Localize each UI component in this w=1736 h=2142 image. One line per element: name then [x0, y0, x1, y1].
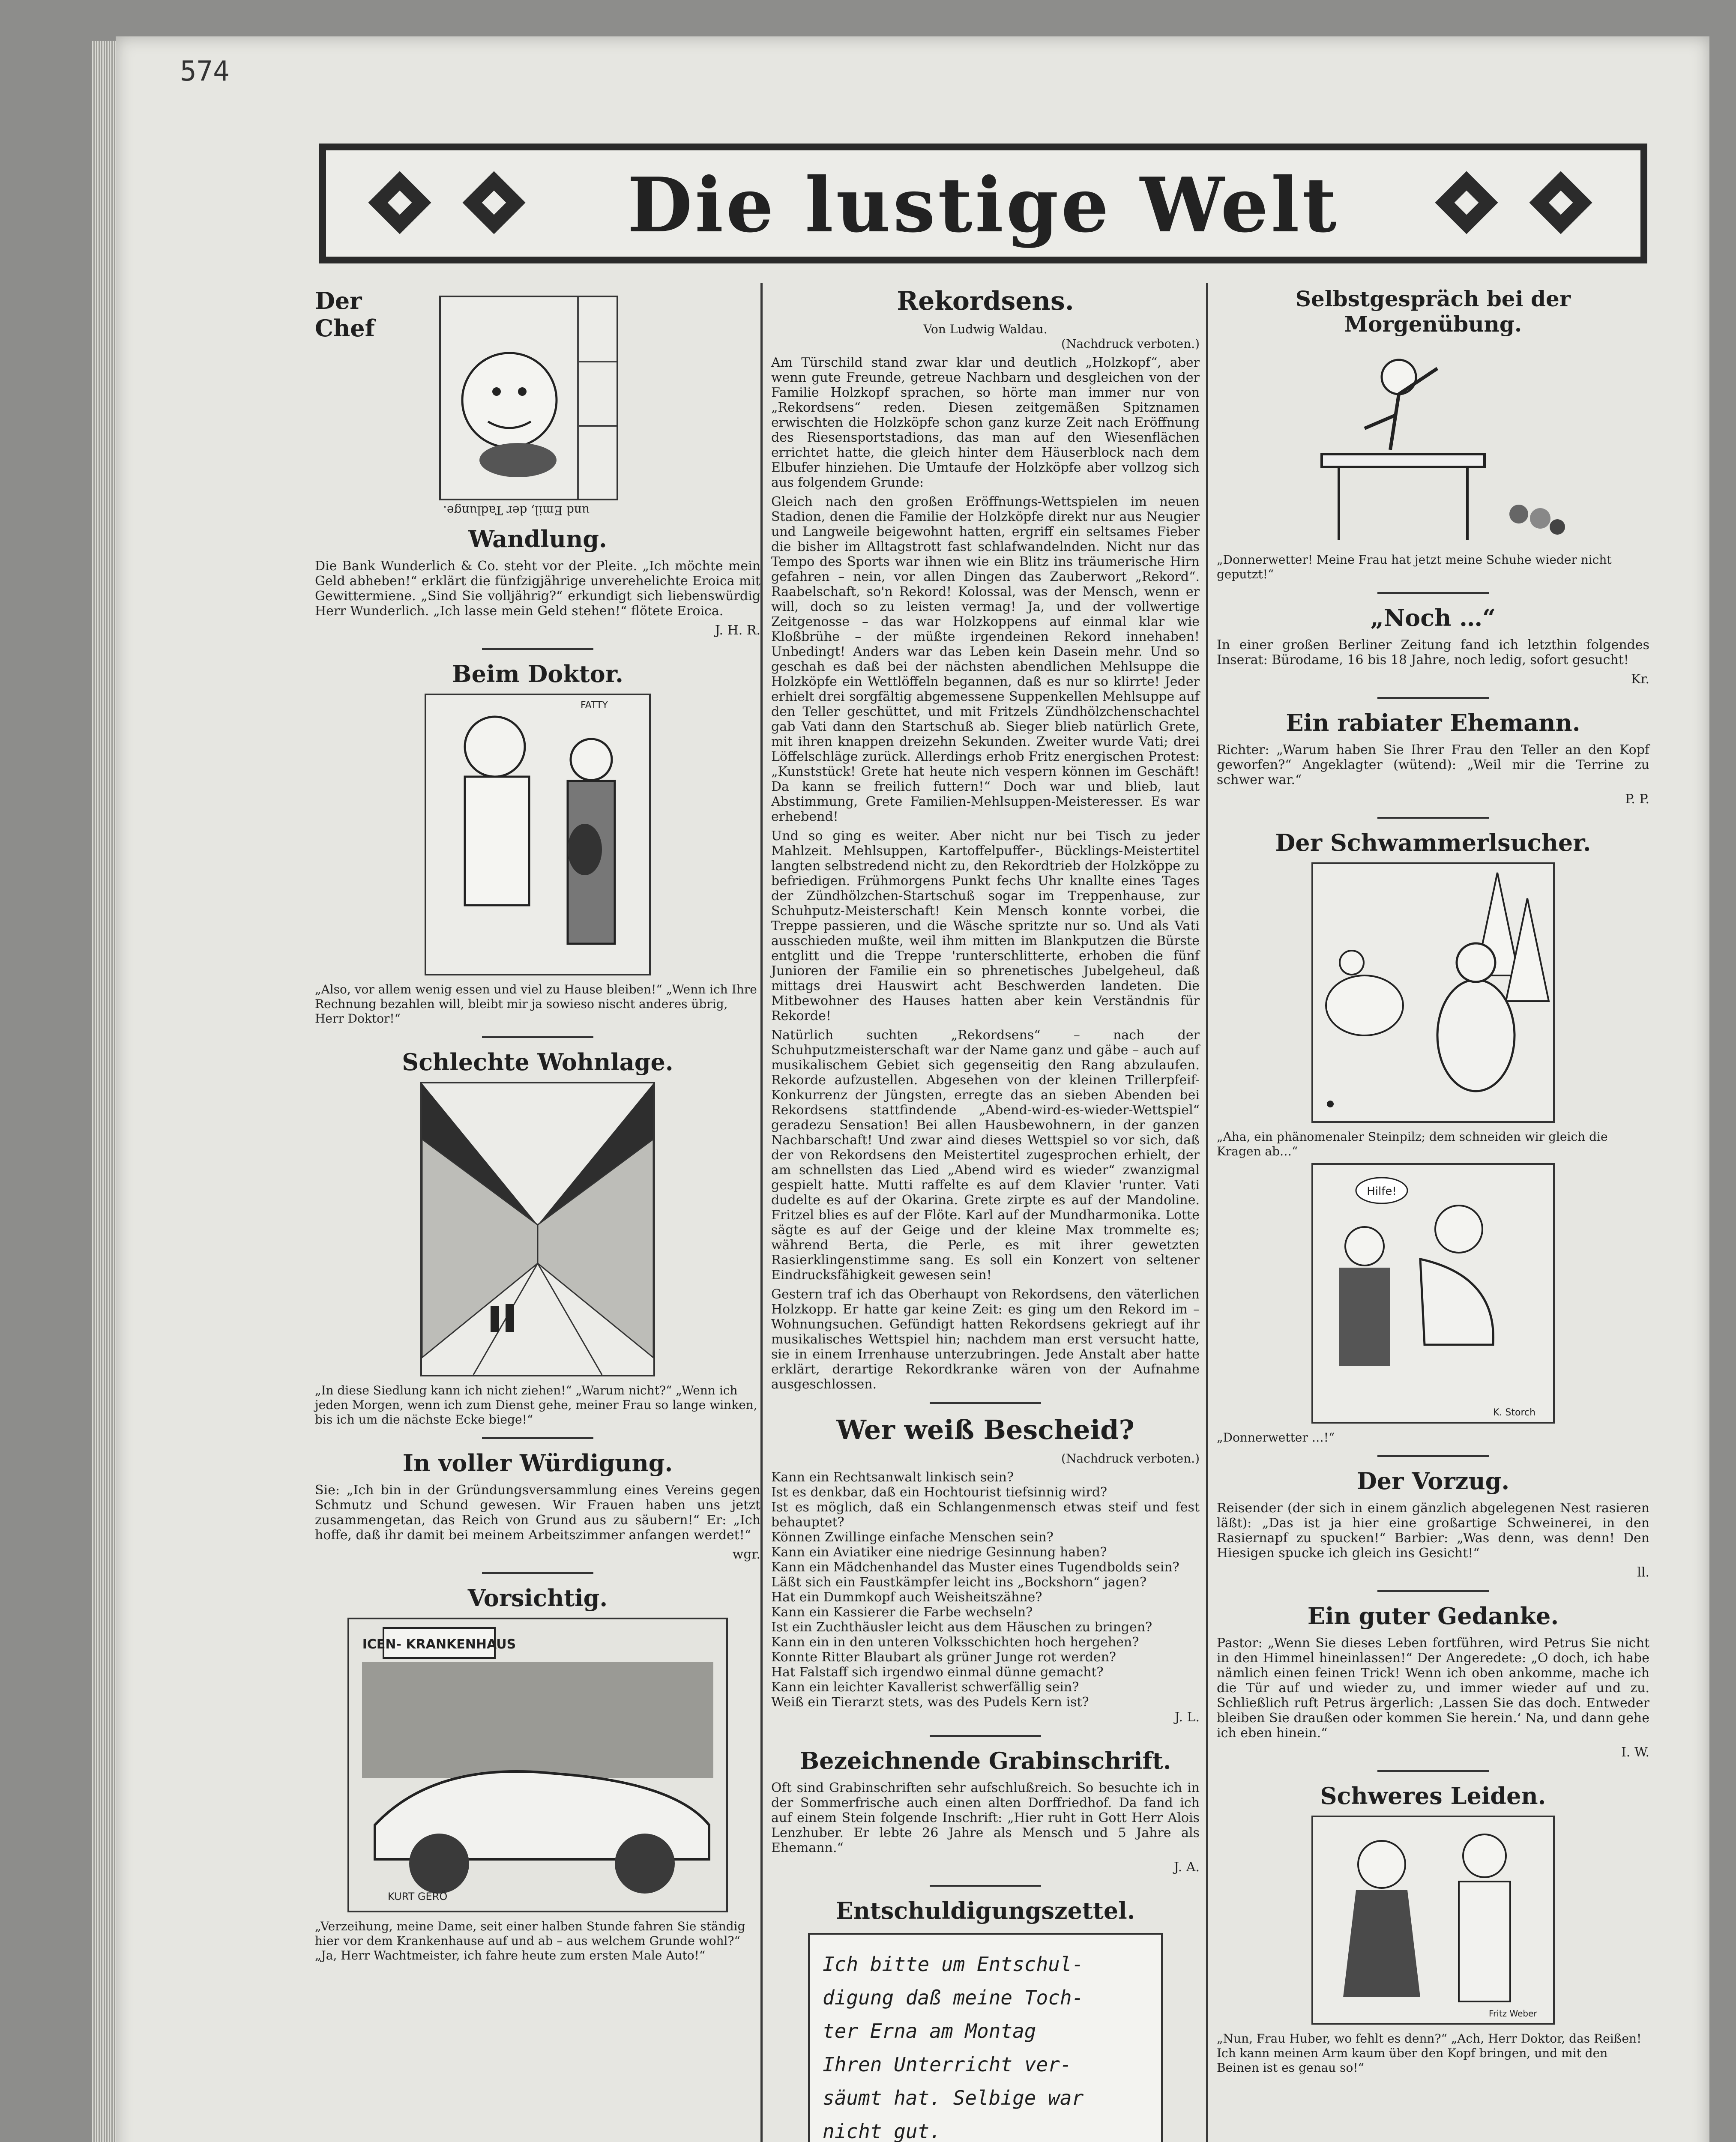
article-text: Oft sind Grabinschriften sehr aufschlußreich. So besuchte ich in der Sommerfrische auch einen alten Dorffriedhof. Da fand ich auf einem Stein folgende Inschrift: „Hier ruht in Gott Herr Alois Lenzhuber. Er lebte 26 Jahre als Mensch und 5 Jahre als Ehemann.“: [771, 1780, 1200, 1855]
note-line: Ihren Unterricht ver-: [823, 2053, 1072, 2076]
article-title: Der Chef: [315, 287, 375, 342]
masthead-banner: [319, 144, 1647, 263]
cartoon-chef: [439, 296, 618, 500]
article-text: Die Bank Wunderlich & Co. steht vor der Pleite. „Ich möchte mein Geld abheben!“ erklärt die fünfzigjährige unverehelichte Eroica mit Gewittermiene. „Sind Sie volljährig?“ erkundigt sich liebenswürdig Herr Wunderlich. „Ich lasse mein Geld stehen!“ flötete Eroica.: [315, 559, 760, 619]
cartoon-caption-upside-down: und Emil, der Tadlunge.: [443, 503, 590, 518]
cartoon-caption: „In diese Siedlung kann ich nicht ziehen!“ „Warum nicht?“ „Wenn ich jeden Morgen, wenn ich zum Dienst gehe, meiner Frau so lange winken, bis ich um die nächste Ecke biege!“: [315, 1383, 757, 1427]
section-divider: [1377, 817, 1489, 819]
section-divider: [1377, 1590, 1489, 1592]
cartoon-morgenuebung: [1296, 343, 1570, 548]
article-text: Richter: „Warum haben Sie Ihrer Frau den Teller an den Kopf geworfen?“ Angeklagter (wütend): „Weil mir die Terrine zu schwer war.“: [1217, 742, 1649, 787]
der-chef-section: [315, 278, 760, 500]
article-title: Rekordsens.: [897, 286, 1074, 316]
article-author: I. W.: [1621, 1745, 1649, 1760]
note-line: digung daß meine Toch-: [823, 1986, 1084, 2009]
section-divider: [482, 1572, 593, 1574]
question-line: Kann ein Rechtsanwalt linkisch sein?: [771, 1470, 1014, 1485]
cartoon-schwammerlsucher: [1311, 862, 1555, 1123]
article-author: wgr.: [732, 1547, 760, 1562]
note-line: ter Erna am Montag: [823, 2019, 1036, 2043]
question-list: [771, 1470, 1200, 1710]
cartoon-artist-signature: Fritz Weber: [1489, 2008, 1537, 2019]
cartoon-caption: „Also, vor allem wenig essen und viel zu Hause bleiben!“ „Wenn ich Ihre Rechnung bezahlen will, bleibt mir ja sowieso nischt anderes übrig, Herr Doktor!“: [315, 982, 757, 1026]
article-title: In voller Würdigung.: [402, 1449, 673, 1477]
cartoon-donnerwetter: [1311, 1163, 1555, 1424]
section-divider: [1377, 1455, 1489, 1457]
question-line: Läßt sich ein Faustkämpfer leicht ins „Bockshorn“ jagen?: [771, 1575, 1147, 1590]
section-divider: [930, 1735, 1041, 1737]
note-line: Ich bitte um Entschul-: [823, 1953, 1084, 1976]
cartoon-sign-text: ICEN- KRANKENHAUS: [362, 1637, 516, 1652]
article-title: Entschuldigungszettel.: [835, 1897, 1135, 1924]
article-title: Der Schwammerlsucher.: [1275, 829, 1591, 856]
article-title: Ein guter Gedanke.: [1307, 1602, 1559, 1630]
article-title: Schweres Leiden.: [1320, 1782, 1546, 1810]
note-line: nicht gut.: [823, 2120, 941, 2142]
copyright-note: (Nachdruck verboten.): [1061, 1451, 1200, 1466]
book-page-edge: [92, 41, 118, 2142]
question-line: Kann ein Mädchenhandel das Muster eines Tugendbolds sein?: [771, 1560, 1179, 1575]
section-divider: [930, 1885, 1041, 1887]
section-divider: [482, 1437, 593, 1439]
question-line: Hat Falstaff sich irgendwo einmal dünne gemacht?: [771, 1665, 1104, 1680]
column-middle: [771, 278, 1200, 2142]
cartoon-artist-signature: K. Storch: [1493, 1407, 1536, 1418]
article-text: In einer großen Berliner Zeitung fand ich letzthin folgendes Inserat: Bürodame, 16 bis 18 Jahre, noch ledig, sofort gesucht!: [1217, 637, 1649, 667]
article-title: Der Vorzug.: [1356, 1467, 1510, 1495]
article-title: Vorsichtig.: [467, 1584, 608, 1612]
cartoon-wohnlage: [420, 1082, 655, 1376]
cartoon-schweres-leiden: [1311, 1816, 1555, 2025]
section-divider: [1377, 697, 1489, 699]
article-title: Schlechte Wohnlage.: [402, 1048, 673, 1076]
cartoon-caption: „Verzeihung, meine Dame, seit einer halben Stunde fahren Sie ständig hier vor dem Krankenhause auf und ab – aus welchem Grunde wohl?“ „Ja, Herr Wachtmeister, ich fahre heute zum ersten Male Auto!“: [315, 1919, 745, 1963]
page-number: 574: [180, 56, 230, 87]
cartoon-caption: „Donnerwetter! Meine Frau hat jetzt meine Schuhe wieder nicht geputzt!“: [1217, 553, 1612, 581]
cartoon-caption: „Aha, ein phänomenaler Steinpilz; dem schneiden wir gleich die Kragen ab…“: [1217, 1130, 1608, 1158]
question-line: Kann ein leichter Kavallerist schwerfällig sein?: [771, 1680, 1079, 1695]
article-title: Wandlung.: [468, 525, 607, 553]
section-divider: [1377, 592, 1489, 594]
article-byline: Von Ludwig Waldau.: [923, 322, 1048, 336]
cartoon-caption: „Nun, Frau Huber, wo fehlt es denn?“ „Ach, Herr Doktor, das Reißen! Ich kann meinen Arm kaum über den Kopf bringen, und mit den Beinen ist es genau so!“: [1217, 2031, 1642, 2075]
question-line: Ist ein Zuchthäusler leicht aus dem Häuschen zu bringen?: [771, 1620, 1152, 1635]
cartoon-doktor: [425, 694, 651, 975]
column-left: [315, 278, 760, 1967]
article-author: J. H. R.: [715, 623, 760, 638]
article-title: Beim Doktor.: [452, 660, 623, 688]
masthead-title: Die lustige Welt: [627, 162, 1339, 249]
cartoon-artist-signature: FATTY: [581, 700, 608, 711]
article-paragraph: Am Türschild stand zwar klar und deutlich „Holzkopf“, aber wenn gute Freunde, getreue Nachbarn und desgleichen von der Familie Holzkopf sprachen, so hörte man immer nur von „Rekordsens“ reden. Diesen zeitgemäßen Spitznamen erwischten die Holzköpfe schon ganz kurze Zeit nach Eröffnung des Riesensportstadions, das man auf den Wiesenflächen errichtet hatte, die gleich hinter dem Häuserblock nach dem Elbufer hinziehen. Die Umtaufe der Holzköpfe aber vollzog sich aus folgendem Grunde:: [771, 355, 1200, 490]
note-line: säumt hat. Selbige war: [823, 2086, 1084, 2109]
column-divider: [1206, 283, 1208, 2142]
article-paragraph: Gestern traf ich das Oberhaupt von Rekordsens, den väterlichen Holzkopp. Er hatte gar keine Zeit: es ging um den Rekord im – Wohnungsuchen. Gefündigt hatten Rekordsens gekriegt auf ihr musikalisches Wettspiel hin; nachdem man erst versucht hatte, sie in einem Irrenhause unterzubringen. Jede Anstalt aber hatte erklärt, derartige Rekordkranke wären von der Aufnahme ausgeschlossen.: [771, 1287, 1200, 1392]
article-title: Ein rabiater Ehemann.: [1286, 709, 1580, 736]
section-divider: [930, 1402, 1041, 1404]
question-line: Kann ein Aviatiker eine niedrige Gesinnung haben?: [771, 1545, 1107, 1560]
speech-bubble-text: Hilfe!: [1367, 1185, 1397, 1198]
article-author: Kr.: [1631, 672, 1649, 687]
question-line: Kann ein in den unteren Volksschichten hoch hergehen?: [771, 1635, 1139, 1650]
article-text: Pastor: „Wenn Sie dieses Leben fortführen, wird Petrus Sie nicht in den Himmel hineinlassen!“ Der Angeredete: „O doch, ich habe nämlich einen feinen Trick! Wenn ich oben ankomme, mache ich die Tür auf und wieder zu, und immer wieder auf und zu. Schließlich ruft Petrus ärgerlich: ‚Lassen Sie das doch. Entweder bleiben Sie draußen oder kommen Sie herein.‘ Na, und dann gehe ich eben hinein.“: [1217, 1636, 1649, 1741]
question-line: Kann ein Kassierer die Farbe wechseln?: [771, 1605, 1033, 1620]
column-divider: [760, 283, 763, 2142]
section-divider: [482, 648, 593, 650]
section-divider: [482, 1036, 593, 1038]
article-paragraph: Natürlich suchten „Rekordsens“ – nach der Schuhputzmeisterschaft war der Name ganz und gäbe – auch auf musikalischem Gebiet sich gegenseitig den Rang abzulaufen. Rekorde aufzustellen. Abgesehen von der kleinen Trillerpfeif-Konkurrenz der Jüngsten, erregte das an sieben Abenden bei Rekordsens stattfindende „Abend-wird-es-wieder-Wettspiel“ geradezu Sensation! Bei allen Hausbewohnern, in der ganzen Nachbarschaft! Und zwar aind dieses Wettspiel so vor sich, daß der von Rekordsens den Meistertitel zugesprochen erhielt, der am schnellsten das Lied „Abend wird es wieder“ zwanzigmal gespielt hatte. Mutti raffelte es auf dem Klavier 'runter. Vati dudelte es auf der Okarina. Grete zirpte es auf der Mandoline. Fritzel blies es auf der Flöte. Karl auf der Mundharmonika. Lotte sägte es auf der Geige und der kleine Max trommelte es; während Berta, die Perle, es mit ihrer gewetzten Rasierklingenstimme sang. Es soll ein Konzert von seltener Eindrucksfähigkeit gewesen sein!: [771, 1028, 1200, 1283]
article-title: Selbstgespräch bei der Morgenübung.: [1295, 286, 1571, 337]
article-text: Sie: „Ich bin in der Gründungsversammlung eines Vereins gegen Schmutz und Schund gewesen. Wir Frauen haben uns jetzt zusammengetan, das Reich von Grund aus zu säubern!“ Er: „Ich hoffe, daß ihr damit bei meinem Arbeitszimmer anfangen werdet!“: [315, 1483, 760, 1543]
article-title: Wer weiß Bescheid?: [836, 1414, 1134, 1445]
question-line: Weiß ein Tierarzt stets, was des Pudels Kern ist?: [771, 1695, 1089, 1710]
article-title: „Noch …“: [1370, 604, 1496, 631]
question-line: Können Zwillinge einfache Menschen sein?: [771, 1530, 1054, 1545]
question-line: Konnte Ritter Blaubart als grüner Junge rot werden?: [771, 1650, 1116, 1665]
article-title: Bezeichnende Grabinschrift.: [799, 1747, 1171, 1774]
column-right: [1217, 278, 1649, 2079]
article-paragraph: Und so ging es weiter. Aber nicht nur bei Tisch zu jeder Mahlzeit. Mehlsuppen, Kartoffelpuffer-, Bücklings-Meistertitel langten selbstredend nicht zu, den Rekordtrieb der Holzköppe zu befriedigen. Frühmorgens Punkt fechs Uhr knallte eines Tages der Zündhölzchen-Startschuß sogar im Treppenhause, zur Schuhputz-Meisterschaft! Kein Mensch konnte vorbei, die Treppe passieren, und die Wäsche spritzte nur so. Und als Vati ausschieden mußte, weil ihm mitten im Blankputzen die Bürste entglitt und die Treppe 'runterschlitterte, erhoben die fünf Junioren der Familie ein so phrenetisches Jubelgeheul, daß mittags drei Hauswirt acht Beschwerden landeten. Die Mitbewohner des Hauses hatten aber kein Verständnis für Rekorde!: [771, 829, 1200, 1023]
article-paragraph: Gleich nach den großen Eröffnungs-Wettspielen im neuen Stadion, denen die Familie der Holzköpfe direkt nur aus Neugier und Langweile beigewohnt hatten, ergriff ein seltsames Fieber die bisher im Alltagstrott fast schlafwandelnden. Nicht nur das Tempo des Sports war ihnen wie ein Blitz ins träumerische Hirn gefahren – nein, vor allen Dingen das Zauberwort „Rekord“. Raabelschaft, so'n Rekord! Kolossal, was der Mensch, wenn er will, doch so zu leisten vermag! Ja, und der vollwertige Zeitgenosse – das war Holzkoppens auf einmal klar wie Kloßbrühe – der müßte irgendeinen Rekord innehaben! Unbedingt! Anders war das Leben kein Dasein mehr. Und so geschah es daß bei der nächsten abendlichen Mehlsuppe die Holzköpfe ein Wettlöffeln begannen, daß es nur so klirrte! Jeder erhielt drei sorgfältig abgemessene Suppenkellen Mehlsuppe auf den Teller geschüttet, und mit Fritzels Zündhölzchenschachtel gab Vati dann den Startschuß ab. Sieger blieb natürlich Grete, mit ihren knappen dreizehn Sekunden. Zweiter wurde Vati; drei Löffelschläge zurück. Allerdings erhob Fritz energischen Protest: „Kunststück! Grete hat heute nich vespern können im Geschäft! Da kann se freilich futtern!“ Doch war und blieb, laut Abstimmung, Grete Familien-Mehlsuppen-Meisteresser. Es war erhebend!: [771, 494, 1200, 824]
article-author: P. P.: [1625, 792, 1649, 807]
article-author: J. A.: [1174, 1860, 1200, 1875]
question-line: Ist es denkbar, daß ein Hochtourist tiefsinnig wird?: [771, 1485, 1107, 1500]
cartoon-artist-signature: KURT GERÖ: [388, 1891, 448, 1903]
section-divider: [1377, 1770, 1489, 1772]
question-line: Hat ein Dummkopf auch Weisheitszähne?: [771, 1590, 1042, 1605]
article-author: ll.: [1637, 1565, 1649, 1580]
article-text: Reisender (der sich in einem gänzlich abgelegenen Nest rasieren läßt): „Das ist ja hier eine großartige Schweinerei, in den Rasiernapf zu spucken!“ Barbier: „Was denn, was denn! Den Hiesigen spucke ich gleich ins Gesicht!“: [1217, 1501, 1649, 1561]
cartoon-vorsichtig: [347, 1618, 728, 1912]
copyright-note: (Nachdruck verboten.): [1061, 337, 1200, 351]
article-author: J. L.: [1174, 1710, 1200, 1725]
handwritten-note: [808, 1933, 1163, 2142]
cartoon-caption: „Donnerwetter …!“: [1217, 1430, 1335, 1445]
question-line: Ist es möglich, daß ein Schlangenmensch etwas steif und fest behauptet?: [771, 1500, 1200, 1530]
